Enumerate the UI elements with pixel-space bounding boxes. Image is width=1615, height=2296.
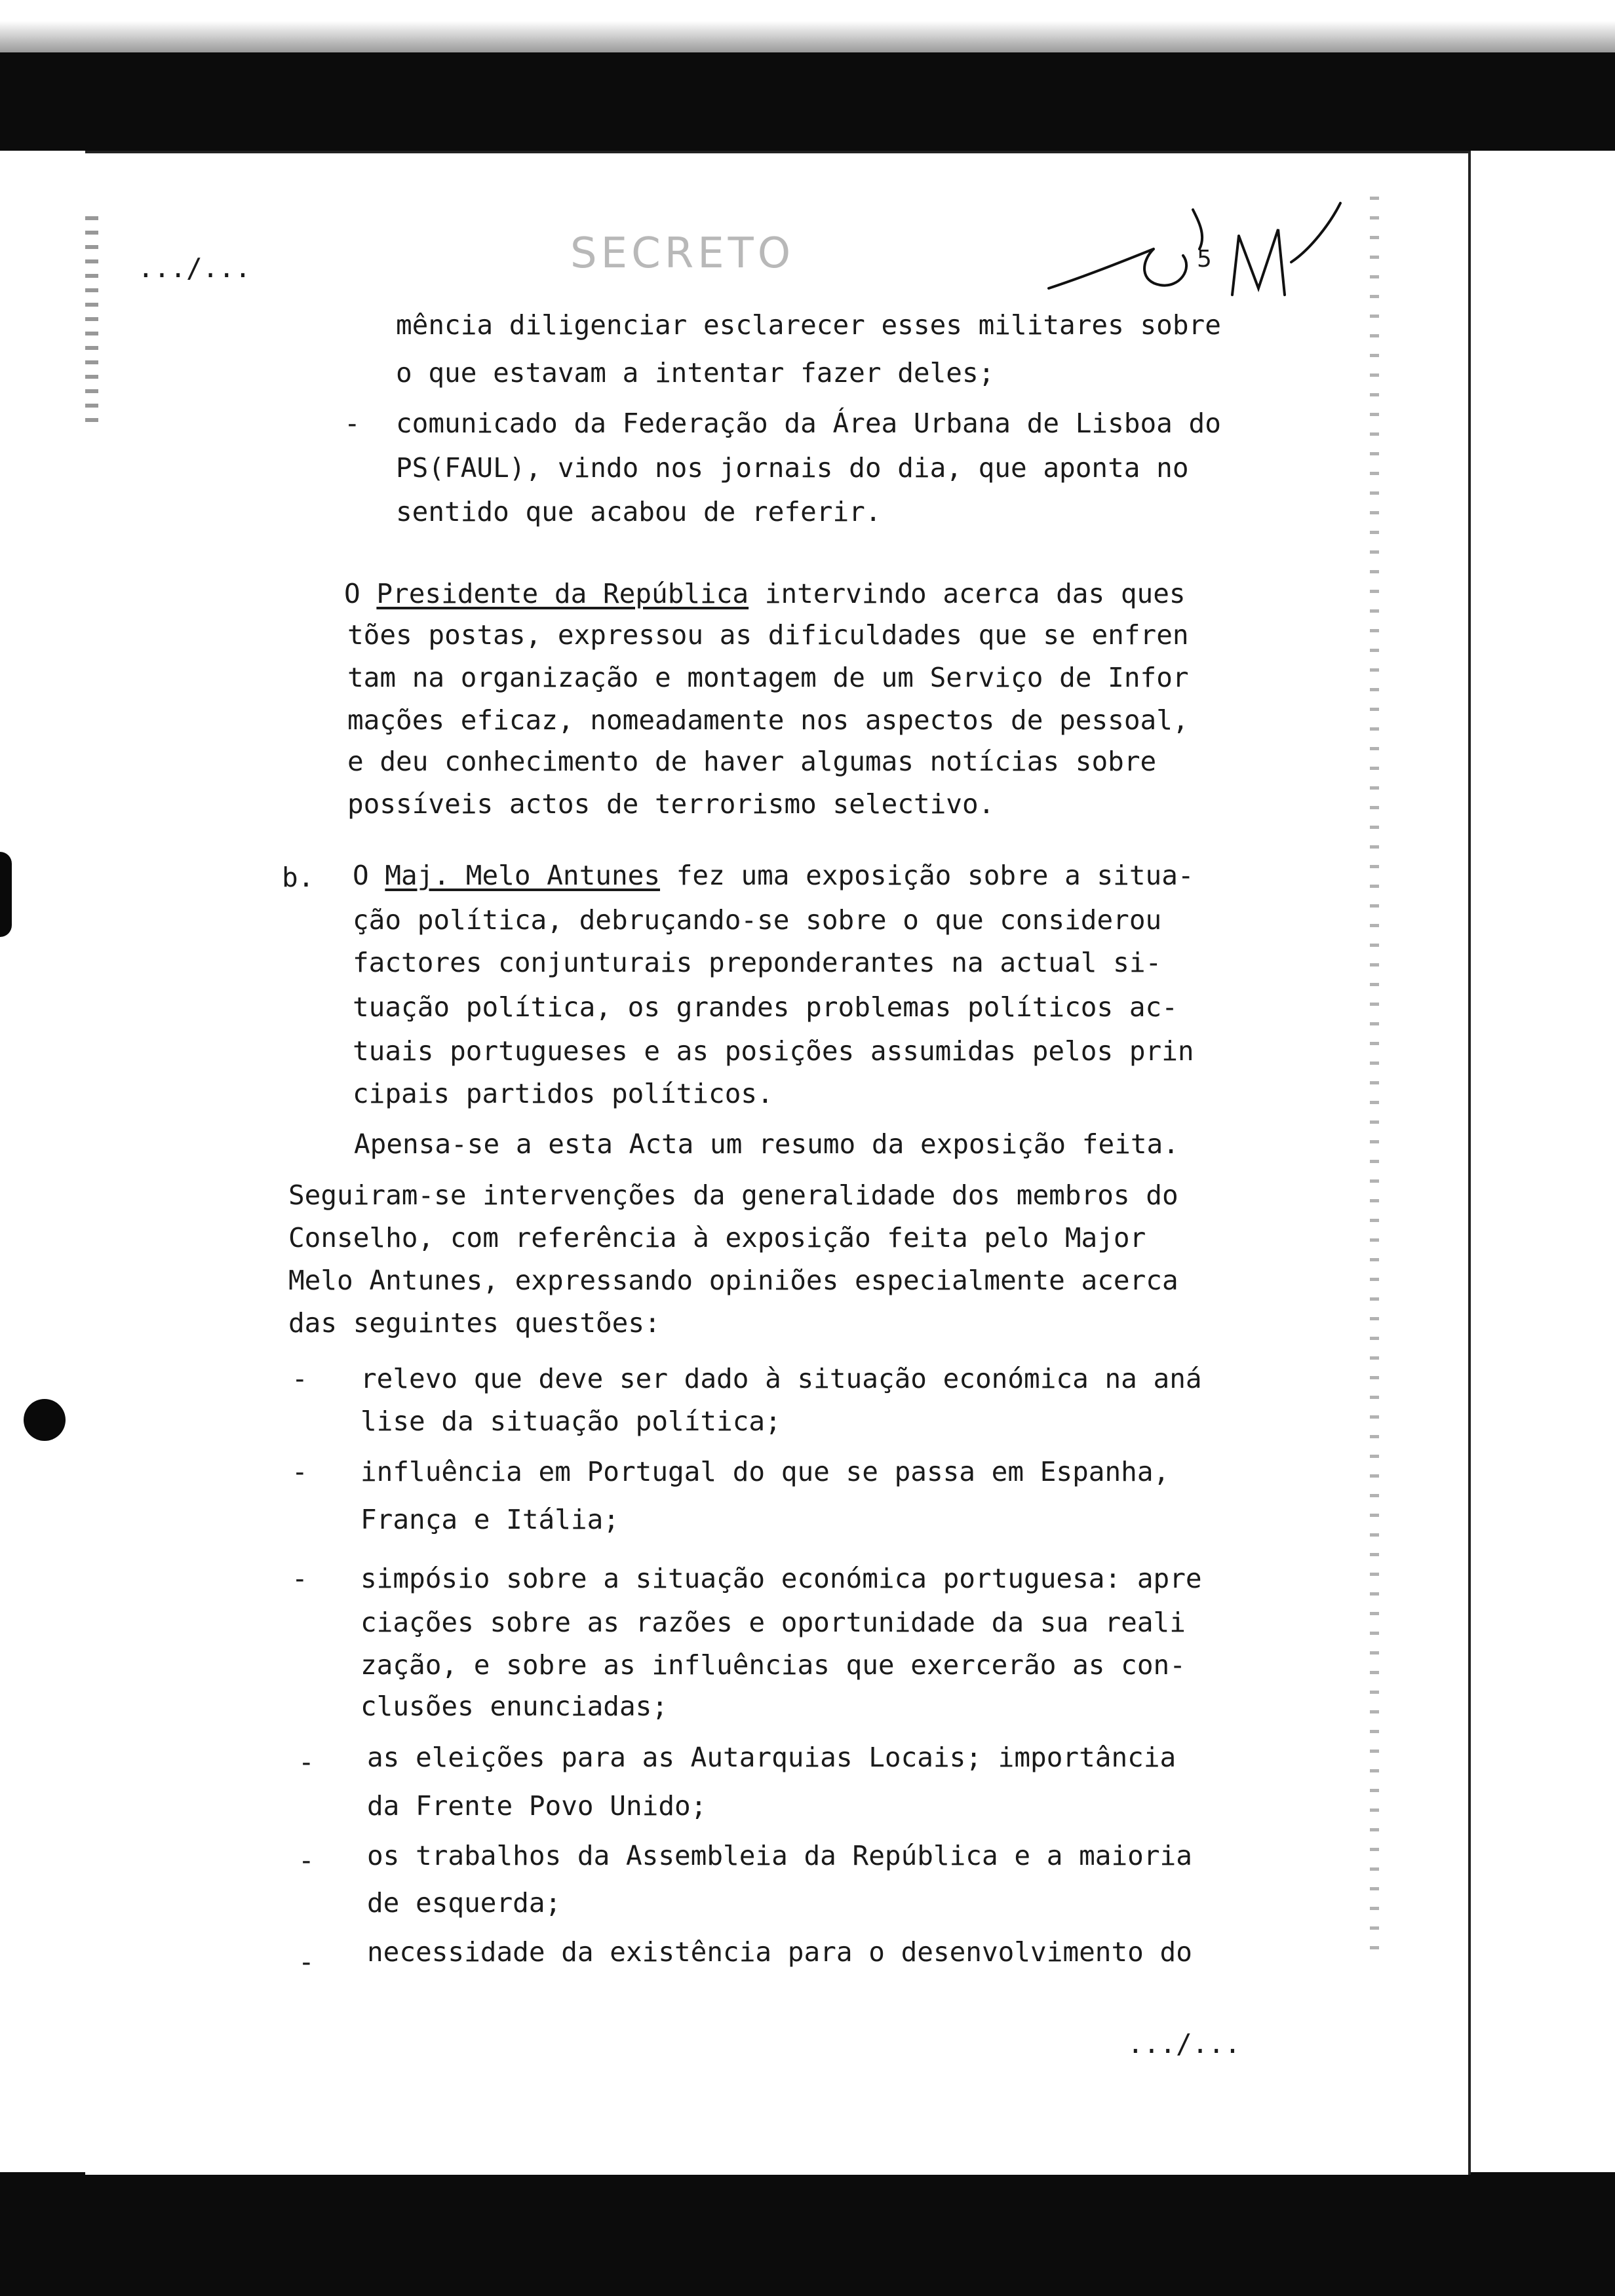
body-line: mações eficaz, nomeadamente nos aspectos de pessoal, [347, 704, 1189, 736]
list-item-line: lise da situação política; [360, 1406, 781, 1437]
scan-top-edge [0, 0, 1615, 52]
body-line: tam na organização e montagem de um Serviço de Infor [347, 662, 1189, 693]
list-bullet: - [298, 1746, 315, 1778]
body-line: Conselho, com referência à exposição feita pelo Major [288, 1222, 1146, 1253]
list-bullet: - [298, 1946, 315, 1978]
melo-antunes-name: Maj. Melo Antunes [385, 860, 661, 891]
body-line: sentido que acabou de referir. [396, 496, 882, 527]
body-line: o que estavam a intentar fazer deles; [396, 357, 995, 389]
body-line: cipais partidos políticos. [353, 1078, 773, 1109]
body-line: tões postas, expressou as dificuldades que se enfren [347, 619, 1189, 651]
continuation-marker-top: .../... [138, 252, 251, 284]
scan-noise-left [85, 216, 98, 432]
body-line: Melo Antunes, expressando opiniões especialmente acerca [288, 1265, 1178, 1296]
list-bullet: - [292, 1563, 308, 1594]
body-line: possíveis actos de terrorismo selectivo. [347, 788, 995, 820]
list-item-line: ciações sobre as razões e oportunidade da sua reali [360, 1607, 1186, 1638]
scan-left-notch [0, 852, 12, 937]
scan-noise-right [1370, 197, 1379, 1966]
list-item-line: França e Itália; [360, 1504, 619, 1535]
list-item-line: simpósio sobre a situação económica portuguesa: apre [360, 1563, 1202, 1594]
body-line: mência diligenciar esclarecer esses militares sobre [396, 309, 1221, 341]
presidente-name: Presidente da República [376, 578, 749, 609]
list-bullet: - [292, 1363, 308, 1394]
list-item-line: zação, e sobre as influências que exercerão as con- [360, 1649, 1186, 1681]
page-number: 5 [1197, 246, 1212, 273]
body-line: factores conjunturais preponderantes na actual si- [353, 947, 1162, 978]
list-item-line: de esquerda; [367, 1887, 562, 1919]
list-item-line: as eleições para as Autarquias Locais; importância [367, 1742, 1177, 1773]
body-line: comunicado da Federação da Área Urbana de Lisboa do [396, 408, 1221, 439]
continuation-marker-bottom: .../... [1127, 2028, 1241, 2059]
apensa-line: Apensa-se a esta Acta um resumo da exposição feita. [354, 1128, 1179, 1160]
body-line: tuação política, os grandes problemas políticos ac- [353, 991, 1178, 1023]
list-item-line: relevo que deve ser dado à situação económica na aná [360, 1363, 1202, 1394]
body-line: ção política, debruçando-se sobre o que considerou [353, 904, 1162, 936]
signature-initials [1042, 197, 1344, 308]
body-line: tuais portugueses e as posições assumidas pelos prin [353, 1035, 1194, 1067]
punch-hole [24, 1399, 66, 1441]
list-item-line: necessidade da existência para o desenvolvimento do [367, 1936, 1192, 1968]
scan-bottom-border [0, 2172, 1615, 2296]
scan-top-border [0, 52, 1615, 151]
list-bullet: - [292, 1456, 308, 1487]
body-line: das seguintes questões: [288, 1307, 661, 1339]
list-bullet: - [298, 1845, 315, 1876]
list-bullet: - [344, 408, 360, 439]
list-item-line: da Frente Povo Unido; [367, 1790, 707, 1822]
section-b-first-line: O Maj. Melo Antunes fez uma exposição sobre a situa- [353, 860, 1194, 891]
list-item-line: clusões enunciadas; [360, 1691, 668, 1722]
list-item-line: os trabalhos da Assembleia da República e a maioria [367, 1840, 1192, 1871]
list-item-line: influência em Portugal do que se passa em Espanha, [360, 1456, 1170, 1487]
section-label: b. [282, 862, 315, 893]
classification-stamp: SECRETO [570, 229, 795, 278]
body-line: e deu conhecimento de haver algumas notícias sobre [347, 746, 1157, 777]
body-line: PS(FAUL), vindo nos jornais do dia, que aponta no [396, 452, 1189, 484]
body-line: Seguiram-se intervenções da generalidade dos membros do [288, 1179, 1178, 1211]
presidente-first-line: O Presidente da República intervindo acerca das ques [344, 578, 1186, 609]
